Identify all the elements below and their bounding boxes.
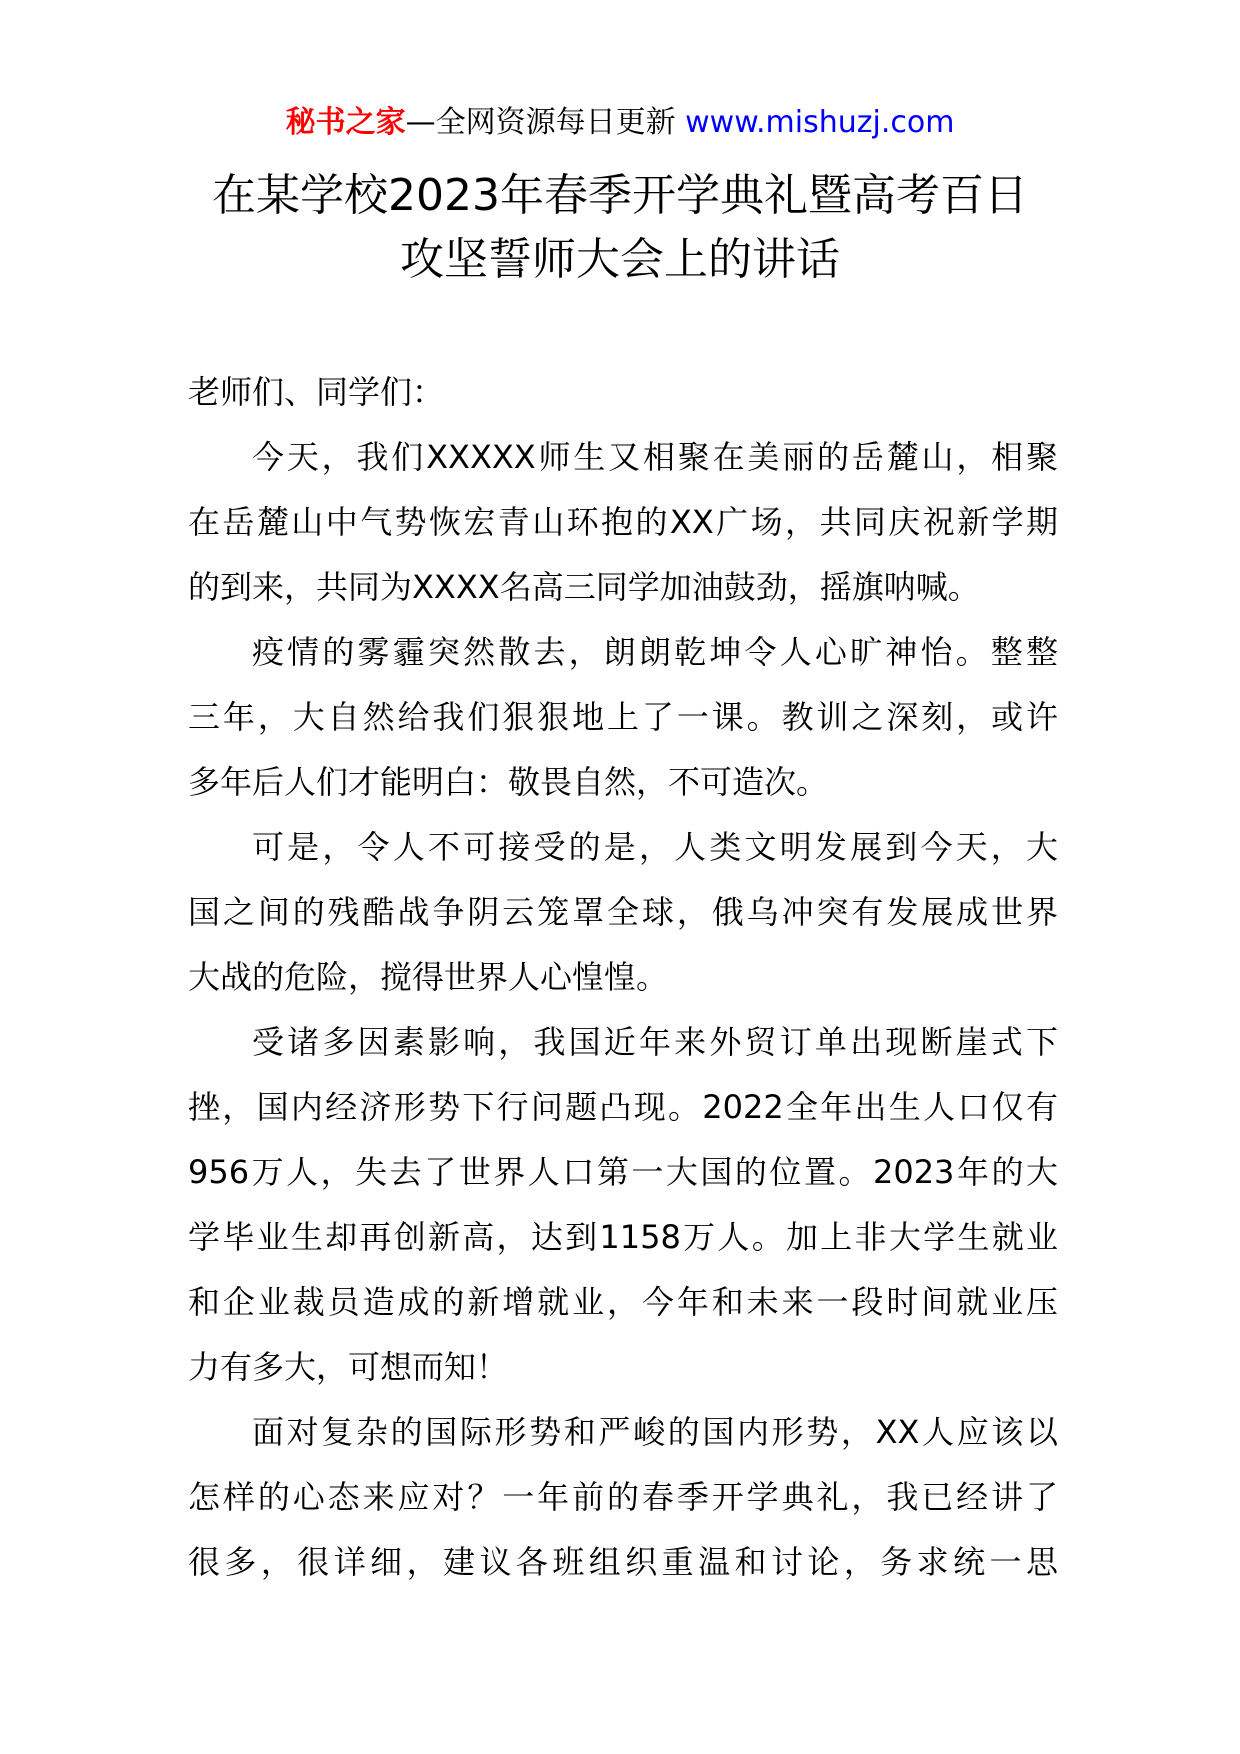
title-line-1: 在某学校2023年春季开学典礼暨高考百日 — [212, 170, 1028, 221]
paragraph-line: 力有多大，可想而知！ — [188, 1348, 509, 1386]
paragraph-line: 大战的危险，搅得世界人心惶惶。 — [188, 958, 669, 996]
paragraph-line: 挫，国内经济形势下行问题凸现。2022全年出生人口仅有 — [188, 1088, 1058, 1126]
paragraph-line: 面对复杂的国际形势和严峻的国内形势，XX人应该以 — [252, 1413, 1058, 1451]
paragraph — [188, 425, 1058, 620]
paragraph-line: 受诸多因素影响，我国近年来外贸订单出现断崖式下 — [252, 1023, 1058, 1061]
paragraph-line: 怎样的心态来应对？一年前的春季开学典礼，我已经讲了 — [188, 1478, 1058, 1516]
document-title — [140, 164, 1100, 292]
paragraph — [188, 815, 1058, 1010]
paragraph-line: 多年后人们才能明白：敬畏自然，不可造次。 — [188, 763, 829, 801]
title-line-2: 攻坚誓师大会上的讲话 — [400, 234, 840, 285]
paragraph — [188, 1400, 1058, 1595]
paragraph-line: 国之间的残酷战争阴云笼罩全球，俄乌冲突有发展成世界 — [188, 893, 1058, 931]
document-body — [188, 360, 1058, 1595]
paragraph-line: 可是，令人不可接受的是，人类文明发展到今天，大 — [252, 828, 1058, 866]
paragraph — [188, 620, 1058, 815]
site-url-link[interactable]: www.mishuzj.com — [685, 105, 955, 140]
paragraph-line: 956万人，失去了世界人口第一大国的位置。2023年的大 — [188, 1153, 1058, 1191]
site-header — [0, 100, 1240, 146]
paragraph-line: 在岳麓山中气势恢宏青山环抱的XX广场，共同庆祝新学期 — [188, 503, 1058, 541]
paragraph-line: 和企业裁员造成的新增就业，今年和未来一段时间就业压 — [188, 1283, 1058, 1321]
paragraph-line: 今天，我们XXXXX师生又相聚在美丽的岳麓山，相聚 — [252, 438, 1058, 476]
paragraph-line: 的到来，共同为XXXX名高三同学加油鼓劲，摇旗呐喊。 — [188, 568, 980, 606]
paragraph-line: 很多，很详细，建议各班组织重温和讨论，务求统一思 — [188, 1543, 1058, 1581]
paragraph-line: 三年，大自然给我们狠狠地上了一课。教训之深刻，或许 — [188, 698, 1058, 736]
salutation: 老师们、同学们： — [188, 373, 445, 411]
paragraph — [188, 1010, 1058, 1400]
brand-name: 秘书之家 — [285, 105, 406, 140]
header-tagline: —全网资源每日更新 — [405, 105, 686, 140]
paragraph-line: 学毕业生却再创新高，达到1158万人。加上非大学生就业 — [188, 1218, 1058, 1256]
paragraph-line: 疫情的雾霾突然散去，朗朗乾坤令人心旷神怡。整整 — [252, 633, 1058, 671]
